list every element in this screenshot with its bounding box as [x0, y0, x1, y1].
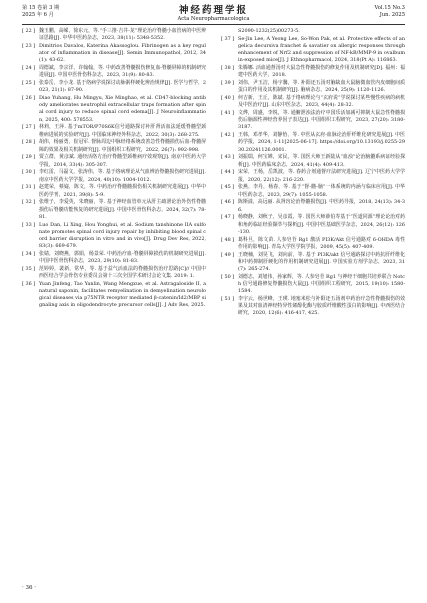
reference-number: [ 47 ] [221, 214, 235, 221]
reference-text: 何吉新，王丘，陈斌. 基于络病理论与“玄府说”学说探讨某些慢性疾病的病机及中医治疗[J]. 山东中医杂志，2023, 44(4): 28-32. [238, 95, 405, 109]
reference-number: [ 35 ] [22, 265, 36, 272]
reference-item [221, 154, 405, 168]
reference-text: 范婷婷，裴新，常华，等. 基于益气活血法的脊髓损伤治疗思路[C]// 中国中西医结合学会骨伤专业委员会第十三次全国学术研讨会论文集. 2019: 1. [39, 265, 206, 280]
reference-item [221, 36, 405, 65]
reference-number: [ 40 ] [221, 95, 235, 102]
reference-item [221, 199, 405, 213]
journal-title-cn: 神经药理学报 [178, 5, 248, 16]
reference-text: 刘振瑞，何宝婵，宋民，等. 国医大师王新陆从“血浊”论治脑髓系病证经验探析[J]. 中医药临床杂志，2024, 41(4): 409-413. [238, 154, 405, 168]
reference-number: [ 23 ] [22, 43, 36, 49]
date-cn: 2025 年 6 月 [22, 12, 54, 18]
reference-number: [ 28 ] [22, 139, 36, 146]
reference-item [22, 281, 206, 310]
journal-title-en: Acta Neuropharmacologica [177, 16, 250, 22]
reference-text: 陈斯溢，高远丽. 从肾窍论治脊髓损伤[J]. 中医药导报，2018, 24(13): 34-36. [238, 199, 405, 213]
reference-text: 魏玉鹏，高嵘，徐东元，等.“手三推·吉井-龙”理论治疗脊髓小血管病的中医辨证思路[J]. 中华中医药杂志，2023, 38(11): 5348-5352. [39, 28, 206, 42]
page-number: · 36 · [22, 585, 36, 591]
reference-item [221, 65, 405, 79]
reference-number: [ 44 ] [221, 169, 235, 176]
reference-number: [ 26 ] [22, 95, 36, 102]
reference-number: [ 43 ] [221, 154, 235, 161]
reference-number: [ 37 ] [221, 35, 235, 42]
reference-item [22, 169, 206, 183]
reference-text: 张婧，刘晓燕，郭娟，杨景荣. 中药治疗血-脊髓屏障损伤的机制研究进展[J]. 中国中医骨伤科杂志，2023, 29(10): 81-83. [39, 250, 206, 265]
reference-item [22, 43, 206, 64]
reference-text: 周德斌，李宗洋，许翰翰，等. 中药改善脊髓损伤修复血-脊髓屏障的机制研究进展[J]. 中国中医骨伤科杂志，2023, 31(9): 80-83. [39, 65, 206, 79]
reference-item [22, 222, 206, 251]
reference-number: [ 50 ] [221, 273, 235, 280]
header-rule [22, 24, 405, 25]
reference-number: [ 33 ] [22, 221, 36, 228]
reference-number: [ 29 ] [22, 154, 36, 161]
reference-text: 刘伟，尹玉洁，杨宇馨，等. 补阳还五汤对脑缺血大鼠脑微血管内皮细胞间质蛋白的作用及其机制研究[J]. 脑病杂志，2024, 25(9): 1120-1126. [238, 80, 405, 94]
reference-number: [ 24 ] [22, 65, 36, 72]
header-right [375, 5, 405, 19]
reference-item [22, 184, 206, 198]
reference-item [22, 65, 206, 79]
reference-text: 杨晓静，刘秋子，吴彦霞，等. 国医大师薛伯寿基于“医道同源”理论论治对药和角药临证经验撷萃与探析[J]. 中国中医基础医学杂志，2024, 26(12): 126-130. [238, 214, 405, 235]
reference-text: 葛科旦，陈文苗. 人参皂苷 Rg1 激活 PI3K/Akt 信号通路对 6-OHDA 毒性作用的影响[J]. 青岛大学医学院学报，2009, 45(5): 407-409. [238, 236, 405, 250]
reference-number: [ 39 ] [221, 80, 235, 87]
reference-text: 胡伟，杨丽勇，崔冠军. 督脉周边中脉经络系统改善急性脊髓损伤后血-脊髓屏障的效果及相关机制研究[J]. 中国组织工程研究，2022, 26(7): 992-998. [39, 139, 206, 153]
reference-text: S2090-1232(25)00273-5. [238, 28, 300, 34]
reference-number: [ 34 ] [22, 250, 36, 257]
reference-text: 贾立群，黄彦斌. 通经活络方治疗脊髓型颈椎病疗效观察[J]. 南京中医药大学学报，2014, 33(4): 305-307. [39, 154, 206, 168]
left-column-references [22, 28, 206, 310]
reference-number: [ 38 ] [221, 65, 235, 72]
reference-item [221, 80, 405, 94]
reference-number: [ 25 ] [22, 80, 36, 87]
reference-text: 宋荣，王杨，岳凯波，等. 春药合剂通督疗法研究进展[J]. 辽宁中医药大学学报，2020, 22(12): 216-220. [238, 169, 405, 183]
reference-item [22, 28, 206, 42]
reference-item [221, 237, 405, 251]
reference-item [22, 251, 206, 265]
reference-item [221, 110, 405, 131]
reference-text: 朱腾娜. 活血通督汤对大鼠急性脊髓损伤的修复作用及机制研究[D]. 福州：福建中医药大学，2018. [238, 65, 405, 79]
reference-number: [ 51 ] [221, 295, 235, 302]
reference-number: [ 46 ] [221, 199, 235, 206]
right-column-references [221, 28, 405, 318]
reference-item [22, 266, 206, 280]
reference-number: [ 32 ] [22, 199, 36, 206]
reference-item [221, 95, 405, 109]
reference-item [22, 199, 206, 220]
reference-item [22, 124, 206, 138]
reference-item [221, 169, 405, 183]
reference-text: 王晓楠，刘昊飞，刘向前，等. 基于 PI3K/akt 信号通路探讨中药抗肝纤维化和中药抑制肝硬化的作用机制研究进展[J]. 中国实验方剂学杂志，2023, 31(7): 265-274. [238, 251, 405, 272]
reference-item [221, 184, 405, 198]
reference-number: [ 30 ] [22, 169, 36, 176]
reference-item [22, 139, 206, 153]
reference-number: [ 27 ] [22, 124, 36, 131]
reference-item [221, 28, 405, 35]
reference-text: 王韩，邓孝华，刘静怡，等. 中医从玄府-血脉论治肝纤维化研究进展[J]. 中医药学报，2024, 1-11[2025-06-17]. https://doi.org/10.13193/j.0255-2930.20241126.0001. [238, 132, 405, 153]
page-header [22, 5, 405, 25]
reference-text: 林莉，王萍. 基于mTOR/P70S6K信号通路探讨补肝肾活血法延缓脊髓型颈椎病进展的实验研究[J]. 中国临床神经外科杂志，2022, 30(3): 268-275. [39, 124, 206, 138]
reference-text: Dimitrios Davalos, Katerina Akassoglou. Fibrinogen as a key regulator of inflammation in disease[J]. Semin Immunopathol, 2012, 34(1): 43-62. [39, 43, 206, 64]
date-en: Jun. 2025 [379, 12, 405, 18]
reference-item [221, 214, 405, 235]
reference-text: 张维子，李爱英，朱晓丽，等. 基于神经血管单元从肝主疏泄论治外伤性脊髓损伤后脊髓功能恢复的研究进展[J]. 中国中医骨伤科杂志，2024, 32(7): 78-81. [39, 199, 206, 220]
reference-number: [ 45 ] [221, 184, 235, 191]
reference-text: 赵建荣，蔡嶷，陈文，等. 中药治疗脊髓髓损伤相关机制研究进展[J]. 中华中医药学刊，2021, 39(8): 5-9. [39, 184, 206, 198]
reference-text: 张泰岳，李小龙. 基于络病学说探讨动脉粥样硬化辨治规律[J]. 医学与哲学，2023, 21(1): 87-90. [39, 80, 206, 94]
reference-number: [ 49 ] [221, 251, 235, 258]
reference-text: 文烨，周盛，李锐，等. 通腑泄浊法治疗中国乐活加减可抑制大鼠急性脊髓损伤后脑源性神经营养因子表达[J]. 中国组织工程研究，2023, 27(20): 3180-3187. [238, 110, 405, 131]
reference-text: 李红雷，马磊文，张涛伟，等. 基于络病理论从气血辨治脊髓损伤研究进展[J]. 南京中医药大学学报，2024, 40(10): 1004-1012. [39, 169, 206, 183]
reference-item [22, 95, 206, 124]
reference-text: Se-Jin Lee, A Yeong Lee, So-Won Pak, et al. Protective effects of angelica decursiva franchet & savatier on allergic responses through enhancement of Nrf2 and suppression of NF-kB/MMP-9 in ovalbumin-exposed mice[J]. J Ethnopharmacol, 2024, 318(Pt A): 116863. [238, 35, 405, 64]
reference-item [221, 252, 405, 273]
reference-text: Luo Dan, Li Xing, Hou Yonghui, et al. Sodium tanshinone IIA sulfonate promotes spinal cord injury repair by inhibiting blood spinal cord barrier disruption in vitro and in vivo[J]. Drug Dev Res, 2022, 83(3): 669-679. [39, 221, 206, 250]
reference-number: [ 42 ] [221, 132, 235, 139]
reference-item [22, 154, 206, 168]
reference-number: [ 41 ] [221, 110, 235, 117]
reference-text: 刘德志，刘旭伟，孙家辉，等. 人参皂苷 Rg1 与神经干细胞共培养联合 Notch 信号通路修复脊髓损伤大鼠[J]. 中国组织工程研究，2015, 19(10): 1580-1584. [238, 273, 405, 295]
reference-item [221, 274, 405, 295]
volume-issue-cn: 第 15 卷第 3 期 [22, 5, 60, 11]
volume-issue-en: Vol.15 No.3 [374, 5, 405, 11]
reference-text: Diao Yuhang, Hu Mingyu, Xie Minghao, et al. CD47-blocking antibody ameliorates neutrophil extracellular traps formation after spinal cord injury to reduce spinal cord edema[J]. J Neuroinflammation, 2025, 400: 578553. [39, 95, 206, 123]
reference-item [221, 132, 405, 153]
reference-number: [ 36 ] [22, 280, 36, 287]
reference-text: 张燕，李丹，杨春，等. 基于“督-髓-脑”一体系统的内涵与临床应用[J]. 中华中医药杂志，2023, 29(7): 1055-1058. [238, 184, 405, 198]
reference-item [221, 296, 405, 317]
reference-text: 李宇云，杨世峰，王瑛. 地塞米松与补阳还五汤剂中药治疗急性脊髓损伤的效果及其对血清神经特异性烯醇化酶与胶质纤维酸性蛋白的影响[J]. 中西医结合研究，2020, 12(6): 416-417, 425. [238, 295, 405, 317]
reference-number: [ 48 ] [221, 236, 235, 243]
reference-number: [ 31 ] [22, 184, 36, 191]
header-center [22, 5, 405, 23]
reference-text: Yuan Jinfeng, Tao Yanlin, Wang Mengxue, et al. Astragaloside II, a natural saponin, facilitates remyelination in demyelination neurological diseases via p75NTR receptor mediated β-catenin/Id2/MBP signaling axis in oligodendrocyte precursor cells[J]. J Adv Res, 2025. [39, 280, 206, 309]
reference-item [22, 80, 206, 94]
reference-number: [ 22 ] [22, 28, 36, 34]
